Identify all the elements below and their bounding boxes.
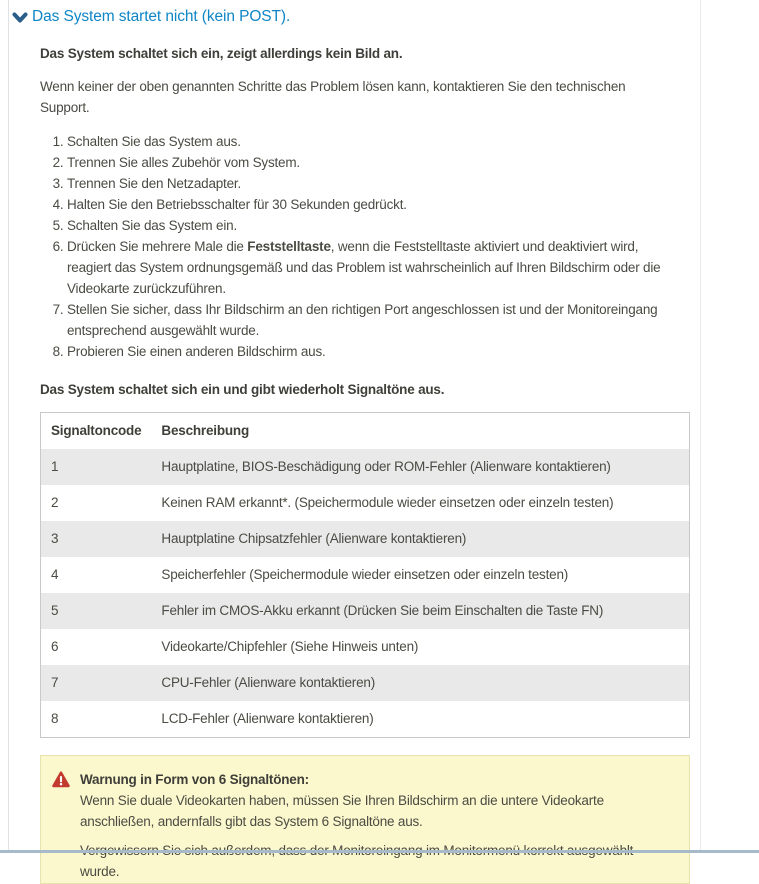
- section-divider: [0, 850, 759, 853]
- beep-description: Speicherfehler (Speichermodule wieder einsetzen oder einzeln testen): [161, 567, 569, 582]
- accordion-section-no-post[interactable]: [9, 6, 700, 26]
- intro-paragraph: Wenn keiner der oben genannten Schritte das Problem lösen kann, kontaktieren Sie den technischen Support.: [40, 79, 626, 115]
- beep-description: Hauptplatine Chipsatzfehler (Alienware kontaktieren): [161, 531, 467, 546]
- column-header-description: Beschreibung: [161, 423, 250, 438]
- beep-description: Hauptplatine, BIOS-Beschädigung oder ROM-Fehler (Alienware kontaktieren): [161, 459, 611, 474]
- list-item: 5. Schalten Sie das System ein.: [67, 215, 672, 236]
- step-text-post: , wenn die Feststelltaste aktiviert und deaktiviert wird, reagiert das System ordnungsgemäß und das Problem ist wahrscheinlich auf Ihren Bildschirm oder die Videokarte zurückzuführen.: [67, 239, 661, 296]
- warning-icon: [52, 771, 70, 788]
- beep-description: Videokarte/Chipfehler (Siehe Hinweis unten): [161, 639, 419, 654]
- list-item: 4. Halten Sie den Betriebsschalter für 30 Sekunden gedrückt.: [67, 194, 672, 215]
- list-item: 8. Probieren Sie einen anderen Bildschirm aus.: [67, 341, 672, 362]
- beep-description: LCD-Fehler (Alienware kontaktieren): [161, 711, 374, 726]
- chevron-down-icon: [12, 11, 28, 25]
- list-item: [67, 236, 672, 299]
- beep-code: 2: [51, 495, 59, 510]
- beep-description: Fehler im CMOS-Akku erkannt (Drücken Sie beim Einschalten die Taste FN): [161, 603, 604, 618]
- troubleshooting-steps-list: [40, 131, 672, 362]
- table-row: [41, 521, 690, 557]
- beep-code: 8: [51, 711, 59, 726]
- step-text-pre: Drücken Sie mehrere Male die: [67, 239, 248, 254]
- article-panel: [8, 0, 701, 879]
- beep-code-table: [40, 412, 690, 738]
- table-row: [41, 665, 690, 701]
- table-row: [41, 449, 690, 485]
- beep-description: Keinen RAM erkannt*. (Speichermodule wieder einsetzen oder einzeln testen): [161, 495, 614, 510]
- beep-code: 4: [51, 567, 59, 582]
- table-row: [41, 593, 690, 629]
- subtitle-beep-codes: Das System schaltet sich ein und gibt wiederholt Signaltöne aus.: [40, 382, 445, 397]
- beep-code: 5: [51, 603, 59, 618]
- warning-callout: [40, 755, 690, 884]
- section-content: [9, 45, 700, 884]
- list-item: 2. Trennen Sie alles Zubehör vom System.: [67, 152, 672, 173]
- accordion-title[interactable]: Das System startet nicht (kein POST).: [32, 8, 291, 25]
- step-bold-term: Feststelltaste: [247, 239, 331, 254]
- list-item: 3. Trennen Sie den Netzadapter.: [67, 173, 672, 194]
- subtitle-no-video: Das System schaltet sich ein, zeigt allerdings kein Bild an.: [40, 46, 403, 61]
- table-row: [41, 629, 690, 665]
- beep-code: 6: [51, 639, 59, 654]
- warning-body-2: wurde.: [80, 864, 120, 879]
- table-row: [41, 557, 690, 593]
- table-header-row: [41, 413, 690, 450]
- warning-title: Warnung in Form von 6 Signaltönen:: [80, 772, 309, 787]
- beep-code: 1: [51, 459, 59, 474]
- list-item: 7. Stellen Sie sicher, dass Ihr Bildschirm an den richtigen Port angeschlossen ist und der Monitoreingang entsprechend ausgewählt wurde.: [67, 299, 672, 341]
- list-item: 1. Schalten Sie das System aus.: [67, 131, 672, 152]
- warning-text-block: [80, 769, 671, 879]
- warning-body-1: Wenn Sie duale Videokarten haben, müssen Sie Ihren Bildschirm an die untere Videokarte anschließen, andernfalls gibt das System 6 Signaltöne aus.: [80, 793, 604, 829]
- beep-code: 7: [51, 675, 59, 690]
- beep-code: 3: [51, 531, 59, 546]
- beep-description: CPU-Fehler (Alienware kontaktieren): [161, 675, 375, 690]
- column-header-code: Signaltoncode: [51, 423, 142, 438]
- table-row: [41, 485, 690, 521]
- table-row: [41, 701, 690, 738]
